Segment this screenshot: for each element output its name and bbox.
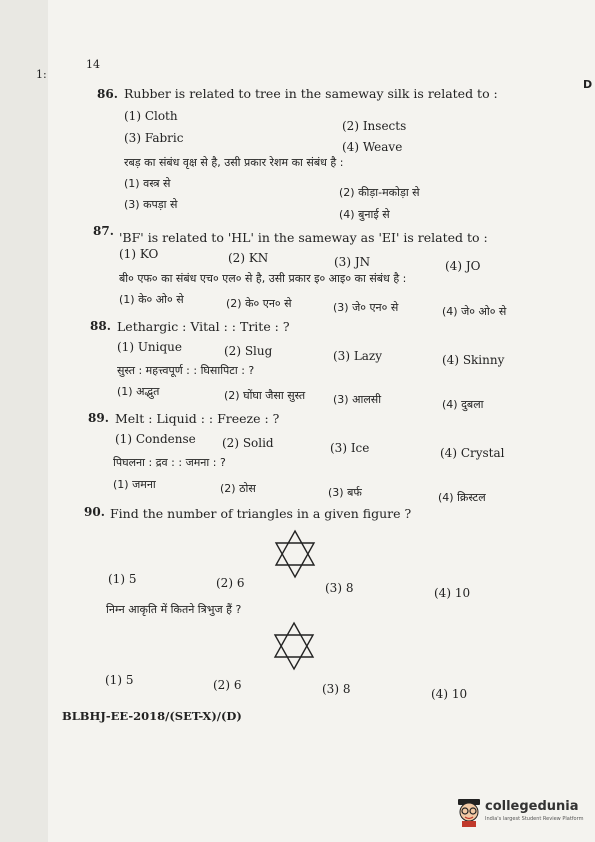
page-margin-strip bbox=[0, 0, 48, 842]
option-3-hindi: (3) कपड़ा से bbox=[124, 198, 178, 211]
option-2: (2) KN bbox=[228, 251, 269, 265]
question-text: Find the number of triangles in a given figure ? bbox=[110, 506, 412, 521]
question-text: Rubber is related to tree in the sameway silk is related to : bbox=[124, 86, 498, 101]
question-number: 90. bbox=[84, 505, 105, 519]
hexagram-figure bbox=[269, 620, 319, 672]
option-2: (2) 6 bbox=[216, 576, 245, 590]
page-number: 14 bbox=[86, 58, 100, 71]
option-2-hindi: (2) कीड़ा-मकोड़ा से bbox=[339, 186, 420, 199]
option-3: (3) Ice bbox=[330, 441, 370, 455]
question-text: Lethargic : Vital : : Trite : ? bbox=[117, 319, 290, 334]
option-2: (2) Slug bbox=[224, 344, 273, 358]
question-number: 88. bbox=[90, 319, 111, 333]
option-1: (1) Cloth bbox=[124, 109, 178, 123]
option-3: (3) JN bbox=[334, 255, 371, 269]
option-4-hindi: (4) क्रिस्टल bbox=[438, 491, 486, 504]
option-1-hindi: (1) वस्त्र से bbox=[124, 177, 171, 190]
option-4: (4) Crystal bbox=[440, 446, 505, 460]
option-3-hindi: (3) आलसी bbox=[333, 393, 382, 406]
option-2-hindi: (2) 6 bbox=[213, 678, 242, 692]
option-3-hindi: (3) बर्फ bbox=[328, 486, 362, 499]
option-4-hindi: (4) जे० ओ० से bbox=[442, 305, 507, 318]
question-text-hindi: रबड़ का संबंध वृक्ष से है, उसी प्रकार रेशम का संबंध है : bbox=[124, 156, 344, 169]
option-3-hindi: (3) 8 bbox=[322, 682, 351, 696]
option-2-hindi: (2) के० एन० से bbox=[226, 297, 292, 310]
option-4-hindi: (4) 10 bbox=[431, 687, 468, 701]
option-1: (1) KO bbox=[119, 247, 159, 261]
option-2-hindi: (2) ठोस bbox=[220, 482, 256, 495]
option-1-hindi: (1) के० ओ० से bbox=[119, 293, 184, 306]
option-3: (3) Fabric bbox=[124, 131, 184, 145]
option-1-hindi: (1) 5 bbox=[105, 673, 134, 687]
option-1: (1) Unique bbox=[117, 340, 183, 354]
logo-name: collegedunia bbox=[485, 799, 579, 814]
right-margin-mark: D bbox=[583, 78, 593, 91]
option-1-hindi: (1) अद्भुत bbox=[117, 385, 160, 398]
question-text-hindi: सुस्त : महत्त्वपूर्ण : : घिसापिटा : ? bbox=[117, 364, 255, 377]
question-text: 'BF' is related to 'HL' in the sameway as 'EI' is related to : bbox=[119, 230, 488, 245]
option-3: (3) 8 bbox=[325, 581, 354, 595]
question-number: 89. bbox=[88, 411, 109, 425]
option-1: (1) Condense bbox=[115, 432, 196, 446]
footer-paper-code: BLBHJ-EE-2018/(SET-X)/(D) bbox=[62, 709, 242, 723]
left-margin-mark: 1: bbox=[36, 68, 47, 81]
option-1: (1) 5 bbox=[108, 572, 137, 586]
option-1-hindi: (1) जमना bbox=[113, 478, 156, 491]
hexagram-figure bbox=[270, 528, 320, 580]
question-number: 86. bbox=[97, 87, 118, 101]
question-text-hindi: बी० एफ० का संबंध एच० एल० से है, उसी प्रकार इ० आइ० का संबंध है : bbox=[119, 272, 407, 285]
question-number: 87. bbox=[93, 224, 114, 238]
option-3: (3) Lazy bbox=[333, 349, 383, 363]
collegedunia-logo bbox=[455, 797, 595, 829]
question-text: Melt : Liquid : : Freeze : ? bbox=[115, 411, 280, 426]
option-2: (2) Insects bbox=[342, 119, 407, 133]
option-4: (4) Weave bbox=[342, 140, 403, 154]
option-3-hindi: (3) जे० एन० से bbox=[333, 301, 399, 314]
option-4-hindi: (4) दुबला bbox=[442, 398, 484, 411]
question-text-hindi: निम्न आकृति में कितने त्रिभुज हैं ? bbox=[106, 603, 242, 616]
option-2: (2) Solid bbox=[222, 436, 274, 450]
option-4: (4) JO bbox=[445, 259, 481, 273]
option-4: (4) 10 bbox=[434, 586, 471, 600]
option-4-hindi: (4) बुनाई से bbox=[339, 208, 390, 221]
logo-tagline: India's largest Student Review Platform bbox=[485, 816, 584, 822]
mascot-icon bbox=[455, 797, 483, 827]
option-4: (4) Skinny bbox=[442, 353, 505, 367]
option-2-hindi: (2) घोंघा जैसा सुस्त bbox=[224, 389, 306, 402]
question-text-hindi: पिघलना : द्रव : : जमना : ? bbox=[113, 456, 226, 469]
